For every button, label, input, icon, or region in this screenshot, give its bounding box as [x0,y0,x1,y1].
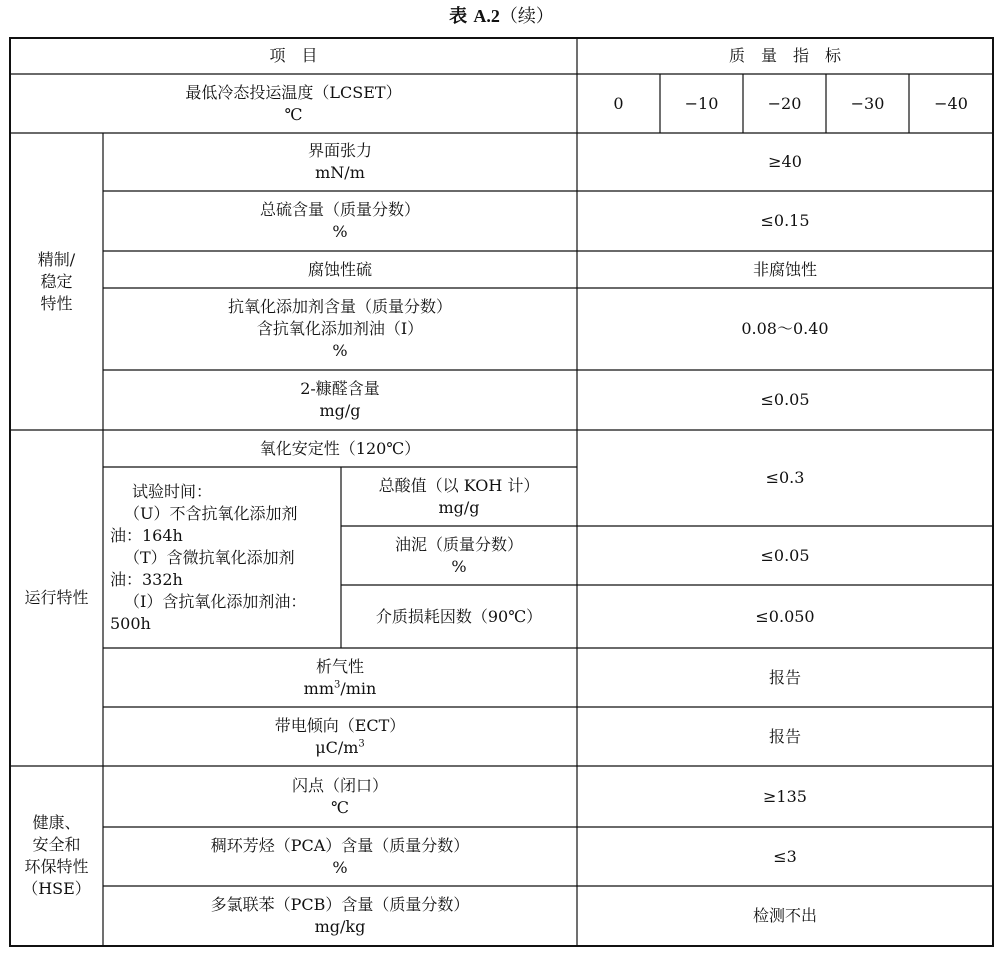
ect-value: 报告 [768,726,801,746]
sludge-label-cell: 油泥（质量分数） % [394,534,523,576]
furfural-value: ≤0.05 [760,390,810,409]
acid-label-cell: 总酸值（以 KOH 计） mg/g [378,475,540,517]
table-title-suffix: （续） [499,6,554,27]
group-hse: 健康、 安全和 环保特性 （HSE） [22,813,91,898]
antioxidant-label-cell: 抗氧化添加剂含量（质量分数） 含抗氧化添加剂油（I） % [227,297,452,360]
sulfur-label-cell: 总硫含量（质量分数） % [259,200,420,241]
lcset-unit: ℃ [284,104,303,124]
dissipation-label-cell: 介质损耗因数（90℃） [375,606,543,626]
flash-value: ≥135 [763,786,807,806]
lcset-value-1: −10 [684,93,719,113]
table-title-code: A.2 [473,6,500,26]
lcset-value-4: −40 [934,93,968,113]
corrosive-label-cell: 腐蚀性硫 [307,259,372,279]
gassing-label-cell: 析气性 $mm^3/\min$ [303,656,377,698]
furfural-label-cell: 2-糠醛含量 mg/g [300,379,380,420]
test-time-cell: 试验时间： （U）不含抗氧化添加剂 油：164h （T）含微抗氧化添加剂 油：332h （I）含抗氧化添加剂油： 500h [110,481,307,633]
gassing-value: 报告 [768,667,801,687]
pca-value: ≤3 [773,846,797,866]
dissipation-value: ≤0.050 [755,606,815,626]
group-operation: 运行特性 [24,588,89,607]
header-item: 项 目 [269,46,318,65]
lcset-label-cell [10,74,577,133]
lcset-value-0: 0 [613,93,624,113]
flash-label-cell: 闪点（闭口） ℃ [291,775,388,817]
ift-label-cell: 界面张力 mN/m [307,141,372,182]
oxidation-label-cell: 氧化安定性（120℃） [259,438,421,458]
group-refining: 精制/ 稳定 特性 [37,249,76,313]
acid-value: ≤0.3 [765,468,805,487]
lcset-label: 最低冷态投运温度（LCSET） [185,82,402,102]
pcb-value: 检测不出 [752,906,817,925]
antioxidant-value: 0.08～0.40 [741,319,829,338]
pcb-label-cell: 多氯联苯（PCB）含量（质量分数） mg/kg [210,895,470,936]
lcset-value-2: −20 [767,93,802,113]
ect-label-cell: 带电倾向（ECT） $\mu C/m^3$ [274,715,406,757]
corrosive-value: 非腐蚀性 [752,259,817,279]
header-index: 质 量 指 标 [728,46,841,65]
table-title-prefix: 表 [449,6,474,27]
ift-value: ≥40 [768,152,802,171]
sulfur-value: ≤0.15 [760,211,810,230]
sludge-value: ≤0.05 [760,545,810,565]
pca-label-cell: 稠环芳烃（PCA）含量（质量分数） % [210,835,470,877]
lcset-value-3: −30 [850,93,885,113]
